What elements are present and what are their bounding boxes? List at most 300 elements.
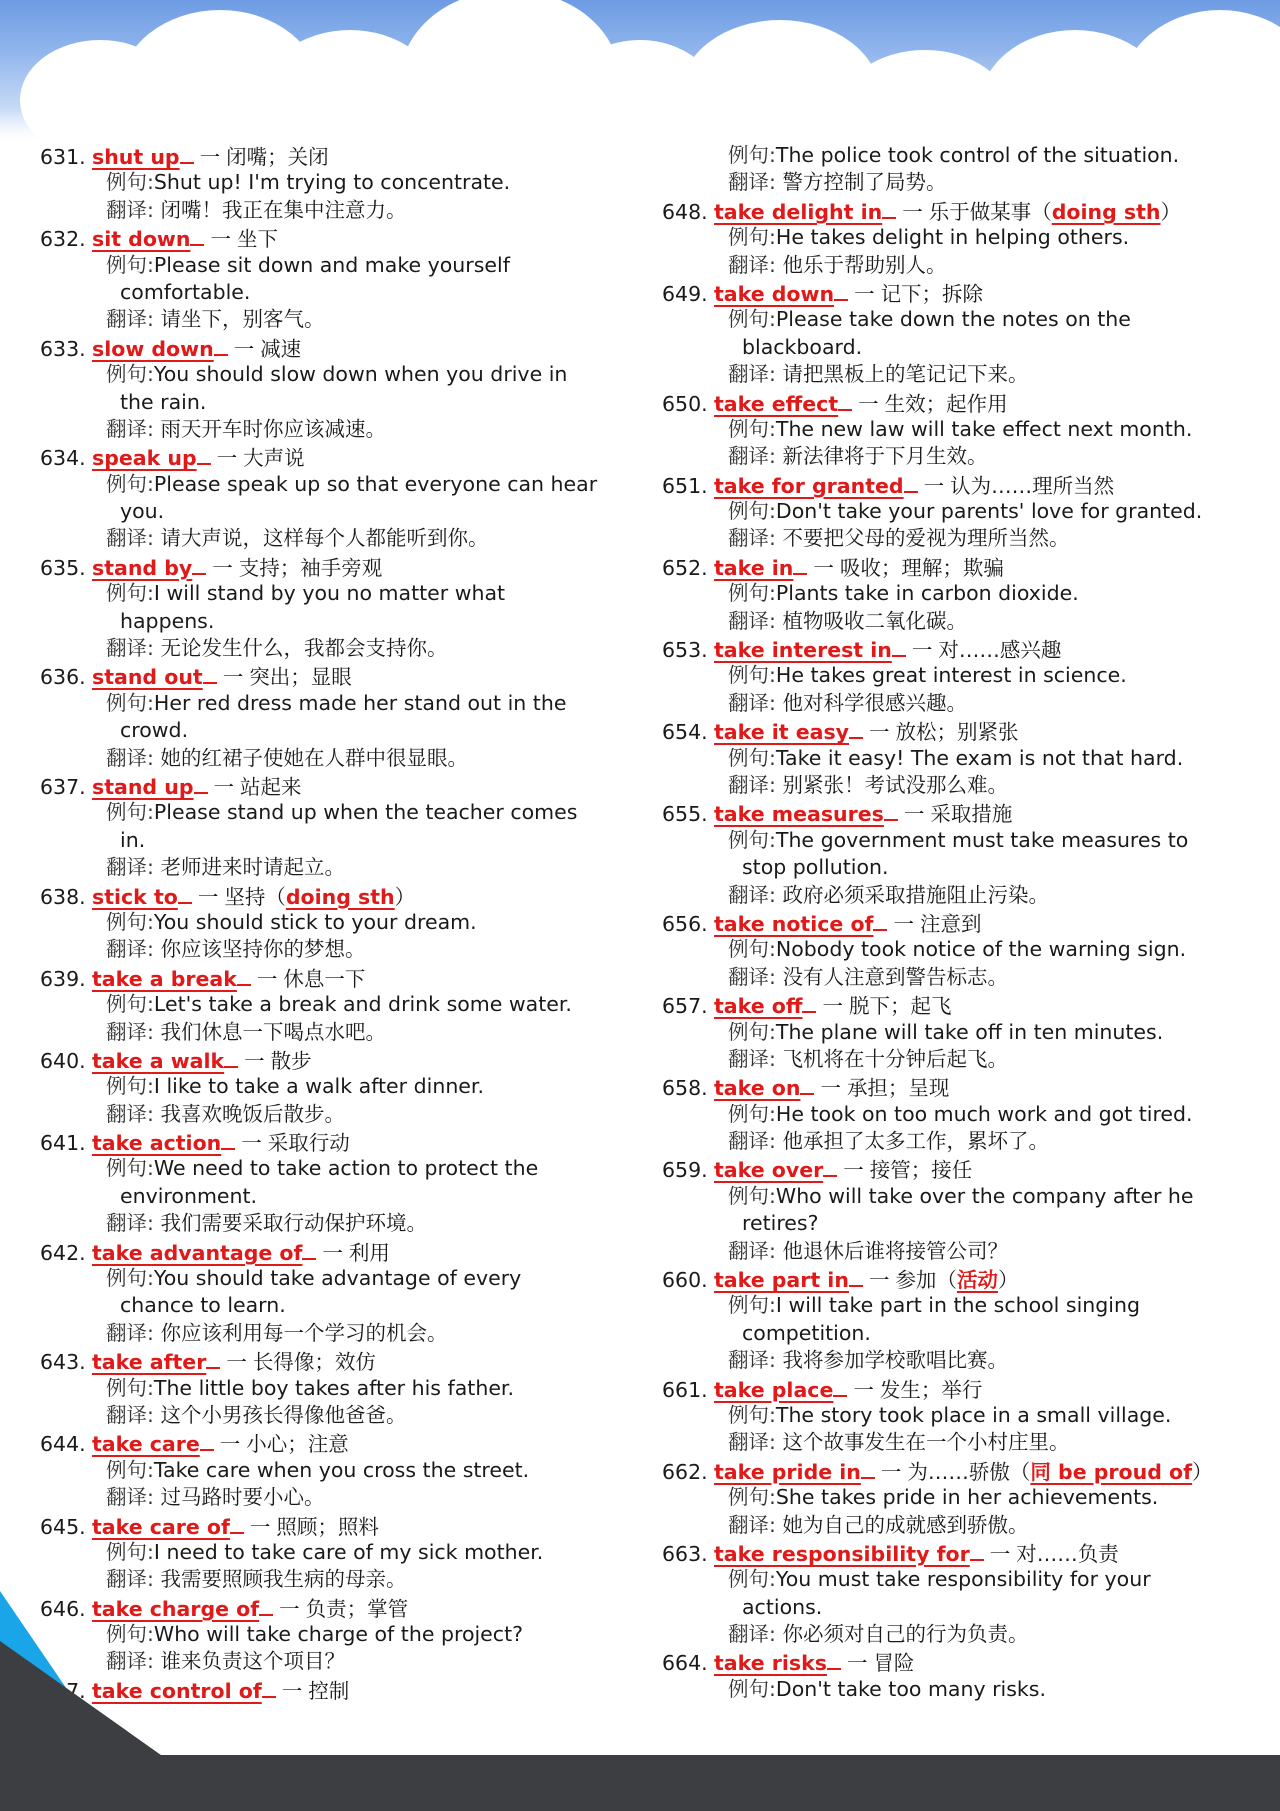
example-text: We need to take action to protect the — [153, 1156, 539, 1181]
phrase-text: take on — [714, 1076, 801, 1101]
dash-mark: 一 — [210, 227, 231, 252]
translation-text: 他退休后谁将接管公司？ — [782, 1238, 1008, 1263]
translation-label: 翻译: — [728, 252, 776, 277]
note-text: 活动 — [956, 1268, 998, 1293]
meaning-text: 控制 — [308, 1678, 350, 1703]
example-line — [662, 306, 1262, 333]
example-label: 例句: — [728, 143, 776, 167]
example-label: 例句: — [728, 1019, 776, 1044]
entry-number: 648. — [662, 199, 708, 224]
sky-fade — [0, 110, 1280, 140]
translation-label: 翻译: — [106, 1485, 154, 1510]
translation-line — [40, 197, 640, 224]
example-label: 例句: — [106, 471, 154, 496]
translation-label: 翻译: — [106, 416, 154, 441]
translation-line — [662, 443, 1262, 470]
headword-line — [40, 443, 640, 470]
example-text: He takes great interest in science. — [775, 663, 1127, 688]
example-line — [662, 936, 1262, 963]
phrase-text: stand out — [92, 665, 203, 690]
entry-number: 645. — [40, 1514, 86, 1539]
phrase-entry — [40, 1128, 640, 1238]
example-text: Please stand up when the teacher comes — [153, 800, 578, 825]
dash-mark: 一 — [233, 336, 255, 361]
dash-mark: 一 — [197, 884, 219, 909]
translation-line — [662, 252, 1262, 279]
translation-text: 政府必须采取措施阻止污染。 — [782, 882, 1049, 907]
translation-line — [40, 1402, 640, 1429]
phrase-underline — [833, 1375, 847, 1397]
example-text: happens. — [120, 608, 215, 633]
translation-label: 翻译: — [728, 772, 776, 797]
translation-text: 警方控制了局势。 — [782, 170, 947, 195]
dash-mark: 一 — [213, 774, 235, 799]
translation-label: 翻译: — [106, 636, 154, 661]
translation-label: 翻译: — [728, 1348, 776, 1373]
translation-line — [662, 361, 1262, 388]
example-text: The plane will take off in ten minutes. — [775, 1019, 1164, 1044]
translation-text: 他承担了太多工作，累坏了。 — [782, 1129, 1049, 1154]
example-text: comfortable. — [120, 279, 251, 304]
translation-line — [40, 1019, 640, 1046]
example-line — [662, 224, 1262, 251]
headword-line — [40, 1429, 640, 1456]
phrase-underline — [970, 1539, 984, 1561]
phrase-entry — [40, 443, 640, 553]
entry-number: 652. — [662, 555, 708, 580]
dash-mark: 一 — [241, 1131, 262, 1156]
headword-line — [40, 964, 640, 991]
phrase-underline — [206, 1347, 220, 1369]
headword-line — [662, 1155, 1262, 1182]
translation-text: 雨天开车时你应该减速。 — [160, 416, 386, 441]
example-text: I will stand by you no matter what — [153, 581, 506, 606]
translation-text: 过马路时要小心。 — [160, 1485, 325, 1510]
example-text: The government must take measures to — [775, 827, 1189, 852]
example-line — [40, 498, 640, 525]
headword-line: 662. take pride in 一 为……骄傲（同 be proud of） — [662, 1457, 1262, 1484]
meaning-text: 负责；掌管 — [305, 1596, 409, 1621]
dash-mark: 一 — [868, 1268, 890, 1293]
example-text: I will take part in the school singing — [775, 1293, 1140, 1318]
translation-line — [40, 635, 640, 662]
translation-text: 我们休息一下喝点水吧。 — [160, 1019, 386, 1044]
example-text: Please sit down and make yourself — [153, 252, 510, 277]
entry-number: 650. — [662, 391, 708, 416]
phrase-text: take in — [714, 555, 794, 580]
example-text: actions. — [742, 1594, 823, 1619]
entry-number: 636. — [40, 665, 86, 690]
phrase-entry — [40, 334, 640, 444]
example-label: 例句: — [106, 1375, 154, 1400]
example-text: Who will take charge of the project? — [153, 1622, 523, 1647]
phrase-underline — [823, 1155, 837, 1177]
example-line — [40, 580, 640, 607]
phrase-text: take a break — [92, 966, 237, 991]
phrase-text: speak up — [92, 446, 197, 471]
entry-number: 659. — [662, 1158, 708, 1183]
example-text: Don't take your parents' love for granted. — [775, 499, 1203, 524]
note-text: doing sth — [285, 884, 395, 909]
dash-mark: 一 — [222, 665, 244, 690]
example-text: competition. — [742, 1320, 871, 1345]
example-text: blackboard. — [742, 334, 863, 359]
translation-line — [40, 306, 640, 333]
translation-text: 你应该坚持你的梦想。 — [160, 937, 366, 962]
example-label: 例句: — [728, 1183, 776, 1208]
phrase-underline — [834, 279, 848, 301]
example-label: 例句: — [728, 663, 776, 688]
example-line — [40, 608, 640, 635]
translation-label: 翻译: — [728, 1238, 776, 1263]
translation-text: 别紧张！考试没那么难。 — [782, 772, 1008, 797]
meaning-text: 对……感兴趣 — [938, 638, 1062, 663]
translation-text: 请把黑板上的笔记记下来。 — [782, 362, 1029, 387]
translation-text: 请坐下，别客气。 — [160, 307, 325, 332]
example-text: crowd. — [120, 718, 189, 743]
phrase-entry — [40, 1046, 640, 1128]
entry-number: 639. — [40, 966, 86, 991]
phrase-text: take effect — [714, 391, 839, 416]
example-line — [40, 1155, 640, 1182]
example-text: You must take responsibility for your — [775, 1567, 1151, 1592]
dash-mark: 一 — [843, 1158, 864, 1183]
example-label: 例句: — [106, 1539, 154, 1564]
phrase-underline — [203, 662, 217, 684]
phrase-entry — [662, 1539, 1262, 1649]
headword-line — [40, 1128, 640, 1155]
example-line — [662, 1402, 1262, 1429]
meaning-text: 发生；举行 — [879, 1377, 983, 1402]
translation-label: 翻译: — [106, 1211, 154, 1236]
translation-label: 翻译: — [728, 608, 776, 633]
entry-number: 654. — [662, 720, 708, 745]
translation-line — [40, 1101, 640, 1128]
phrase-text: take for granted — [714, 473, 904, 498]
meaning-text: 为……骄傲 — [907, 1459, 1010, 1484]
example-text: in. — [120, 827, 146, 852]
phrase-text: stand by — [92, 555, 193, 580]
example-text: retires? — [742, 1211, 819, 1236]
meaning-text: 吸收；理解；欺骗 — [839, 555, 1004, 580]
headword-line — [662, 1073, 1262, 1100]
translation-line — [40, 1566, 640, 1593]
entry-number: 640. — [40, 1048, 86, 1073]
example-text: You should take advantage of every — [153, 1266, 522, 1291]
entry-number: 631. — [40, 145, 86, 169]
phrase-entry — [662, 553, 1262, 635]
translation-line — [662, 882, 1262, 909]
entry-number: 663. — [662, 1541, 708, 1566]
dash-mark: 一 — [880, 1459, 902, 1484]
translation-text: 我喜欢晚饭后散步。 — [160, 1101, 345, 1126]
headword-line — [662, 991, 1262, 1018]
headword-line — [662, 553, 1262, 580]
translation-label: 翻译: — [728, 964, 776, 989]
phrase-text: take care of — [92, 1514, 230, 1539]
example-line — [40, 1292, 640, 1319]
translation-text: 闭嘴！我正在集中注意力。 — [160, 197, 407, 222]
headword-line — [40, 772, 640, 799]
translation-line — [662, 1128, 1262, 1155]
headword-line — [662, 1539, 1262, 1566]
left-column — [40, 142, 640, 1703]
phrase-text: take control of — [92, 1678, 262, 1703]
headword-line — [662, 799, 1262, 826]
translation-label: 翻译: — [106, 1567, 154, 1592]
note-text: 同 be proud of — [1030, 1459, 1193, 1484]
phrase-entry — [40, 1512, 640, 1594]
phrase-entry — [662, 142, 1262, 197]
translation-line — [40, 936, 640, 963]
example-line — [662, 498, 1262, 525]
example-line — [662, 662, 1262, 689]
translation-line — [662, 1621, 1262, 1648]
phrase-entry — [40, 1429, 640, 1511]
translation-text: 他对科学很感兴趣。 — [782, 690, 967, 715]
headword-line — [40, 553, 640, 580]
phrase-text: take a walk — [92, 1048, 225, 1073]
phrase-entry — [40, 142, 640, 224]
translation-text: 她的红裙子使她在人群中很显眼。 — [160, 745, 468, 770]
example-text: He takes delight in helping others. — [775, 225, 1130, 250]
example-label: 例句: — [728, 416, 776, 441]
entry-number: 632. — [40, 227, 86, 252]
translation-line — [662, 525, 1262, 552]
translation-text: 你必须对自己的行为负责。 — [782, 1622, 1029, 1647]
example-text: Please take down the notes on the — [775, 307, 1131, 332]
translation-label: 翻译: — [728, 444, 776, 469]
example-text: chance to learn. — [120, 1293, 286, 1318]
phrase-entry — [662, 991, 1262, 1073]
entry-number: 633. — [40, 336, 86, 361]
phrase-entry — [662, 1457, 1262, 1539]
headword-line — [662, 279, 1262, 306]
example-label: 例句: — [728, 499, 776, 524]
entry-number: 646. — [40, 1596, 86, 1621]
translation-text: 我将参加学校歌唱比赛。 — [782, 1348, 1008, 1373]
example-line — [662, 1210, 1262, 1237]
translation-text: 我需要照顾我生病的母亲。 — [160, 1567, 407, 1592]
dash-mark: 一 — [226, 1350, 247, 1375]
meaning-text: 乐于做某事 — [928, 199, 1032, 224]
phrase-underline — [892, 635, 906, 657]
headword-line: 638. stick to 一 坚持（doing sth） — [40, 882, 640, 909]
phrase-underline — [200, 1429, 214, 1451]
translation-line — [662, 1512, 1262, 1539]
entry-number: 637. — [40, 774, 86, 799]
phrase-text: take place — [714, 1377, 834, 1402]
example-label: 例句: — [728, 1402, 776, 1427]
translation-line — [40, 854, 640, 881]
example-label: 例句: — [728, 581, 776, 606]
example-label: 例句: — [106, 581, 154, 606]
example-line — [40, 1265, 640, 1292]
phrase-text: shut up — [92, 145, 180, 169]
example-label: 例句: — [728, 1567, 776, 1592]
meaning-text: 采取措施 — [930, 802, 1013, 827]
example-line — [662, 334, 1262, 361]
phrase-underline — [849, 1265, 863, 1287]
example-text: The new law will take effect next month. — [775, 416, 1193, 441]
example-line — [662, 1676, 1262, 1703]
phrase-text: slow down — [92, 336, 214, 361]
dash-mark: 一 — [846, 1651, 868, 1676]
phrase-underline — [884, 799, 898, 821]
example-line — [40, 361, 640, 388]
phrase-entry — [662, 799, 1262, 909]
headword-line — [40, 142, 640, 169]
example-text: Shut up! I'm trying to concentrate. — [153, 170, 511, 195]
entry-number: 653. — [662, 638, 708, 663]
translation-label: 翻译: — [728, 170, 776, 195]
example-line — [40, 1073, 640, 1100]
translation-label: 翻译: — [106, 937, 154, 962]
meaning-text: 利用 — [348, 1240, 390, 1265]
translation-label: 翻译: — [106, 745, 154, 770]
dash-mark: 一 — [199, 145, 221, 169]
entry-number: 661. — [662, 1377, 708, 1402]
example-label: 例句: — [728, 937, 776, 962]
translation-text: 不要把父母的爱视为理所当然。 — [782, 526, 1070, 551]
dash-mark: 一 — [822, 994, 843, 1019]
phrase-entry — [662, 389, 1262, 471]
dash-mark: 一 — [911, 638, 933, 663]
dash-mark: 一 — [281, 1678, 303, 1703]
example-line — [40, 1539, 640, 1566]
example-text: Who will take over the company after he — [775, 1183, 1194, 1208]
dash-mark: 一 — [219, 1432, 241, 1457]
dash-mark: 一 — [854, 281, 875, 306]
phrase-underline — [302, 1238, 316, 1260]
phrase-text: take pride in — [714, 1459, 861, 1484]
example-label: 例句: — [728, 1485, 776, 1510]
meaning-text: 认为……理所当然 — [950, 473, 1115, 498]
example-line — [40, 279, 640, 306]
example-label: 例句: — [728, 745, 776, 770]
phrase-text: take interest in — [714, 638, 892, 663]
dash-mark: 一 — [858, 391, 879, 416]
translation-text: 你应该利用每一个学习的机会。 — [160, 1320, 448, 1345]
meaning-text: 闭嘴；关闭 — [226, 145, 329, 169]
headword-line — [662, 909, 1262, 936]
entry-number: 657. — [662, 994, 708, 1019]
translation-label: 翻译: — [106, 1649, 154, 1674]
example-text: The story took place in a small village. — [775, 1402, 1172, 1427]
example-line — [40, 991, 640, 1018]
meaning-text: 支持；袖手旁观 — [238, 555, 383, 580]
phrase-text: take measures — [714, 802, 884, 827]
headword-line — [40, 224, 640, 251]
phrase-text: take risks — [714, 1651, 827, 1676]
translation-line — [662, 1429, 1262, 1456]
example-text: I need to take care of my sick mother. — [153, 1539, 544, 1564]
example-text: You should stick to your dream. — [153, 909, 477, 934]
phrase-entry — [662, 471, 1262, 553]
phrase-text: take responsibility for — [714, 1541, 970, 1566]
translation-label: 翻译: — [106, 526, 154, 551]
translation-text: 飞机将在十分钟后起飞。 — [782, 1046, 1008, 1071]
example-label: 例句: — [106, 909, 154, 934]
example-label: 例句: — [106, 1074, 154, 1099]
example-text: Let's take a break and drink some water. — [153, 992, 572, 1017]
translation-line — [662, 1046, 1262, 1073]
example-text: You should slow down when you drive in — [153, 362, 568, 387]
meaning-text: 休息一下 — [283, 966, 366, 991]
translation-line — [662, 608, 1262, 635]
phrase-entry — [40, 662, 640, 772]
meaning-text: 放松；别紧张 — [895, 720, 1019, 745]
headword-line — [40, 1512, 640, 1539]
example-label: 例句: — [728, 307, 776, 332]
meaning-text: 生效；起作用 — [884, 391, 1008, 416]
dash-mark: 一 — [322, 1240, 343, 1265]
example-line — [40, 827, 640, 854]
entry-number: 642. — [40, 1240, 86, 1265]
translation-label: 翻译: — [106, 197, 154, 222]
example-line — [662, 745, 1262, 772]
example-label: 例句: — [728, 225, 776, 250]
cloud-header — [0, 0, 1280, 140]
translation-label: 翻译: — [728, 526, 776, 551]
example-line — [662, 1484, 1262, 1511]
dash-mark: 一 — [902, 199, 923, 224]
example-label: 例句: — [728, 1676, 776, 1701]
meaning-text: 承担；呈现 — [846, 1076, 950, 1101]
meaning-text: 坐下 — [236, 227, 278, 252]
phrase-entry — [662, 909, 1262, 991]
phrase-entry — [40, 1347, 640, 1429]
example-text: Please speak up so that everyone can hear — [153, 471, 598, 496]
translation-label: 翻译: — [106, 1320, 154, 1345]
translation-line — [40, 1210, 640, 1237]
phrase-underline — [904, 471, 918, 493]
translation-text: 谁来负责这个项目？ — [160, 1649, 345, 1674]
example-text: The police took control of the situation. — [775, 143, 1180, 167]
phrase-entry — [662, 1265, 1262, 1375]
example-line — [662, 1594, 1262, 1621]
dash-mark: 一 — [893, 911, 914, 936]
phrase-entry — [40, 553, 640, 663]
meaning-text: 突出；显眼 — [249, 665, 352, 690]
phrase-underline — [800, 1073, 814, 1095]
example-label: 例句: — [106, 170, 154, 195]
entry-number: 651. — [662, 473, 708, 498]
entry-number: 647. — [40, 1678, 86, 1703]
translation-label: 翻译: — [728, 1129, 776, 1154]
phrase-entry — [40, 772, 640, 882]
headword-line — [40, 1238, 640, 1265]
phrase-underline — [237, 964, 251, 986]
example-label: 例句: — [106, 1156, 154, 1181]
dash-mark: 一 — [923, 473, 945, 498]
phrase-text: stick to — [92, 884, 178, 909]
dash-mark: 一 — [869, 720, 890, 745]
entry-number: 634. — [40, 446, 86, 471]
example-label: 例句: — [106, 992, 154, 1017]
phrase-underline — [838, 389, 852, 411]
example-line — [662, 1019, 1262, 1046]
phrase-underline — [221, 1128, 235, 1150]
entry-number: 655. — [662, 802, 708, 827]
phrase-entry — [40, 882, 640, 964]
example-line — [40, 471, 640, 498]
entry-number: 649. — [662, 281, 708, 306]
example-label: 例句: — [728, 1293, 776, 1318]
example-line — [662, 1320, 1262, 1347]
phrase-underline — [178, 882, 192, 904]
translation-label: 翻译: — [728, 1622, 776, 1647]
